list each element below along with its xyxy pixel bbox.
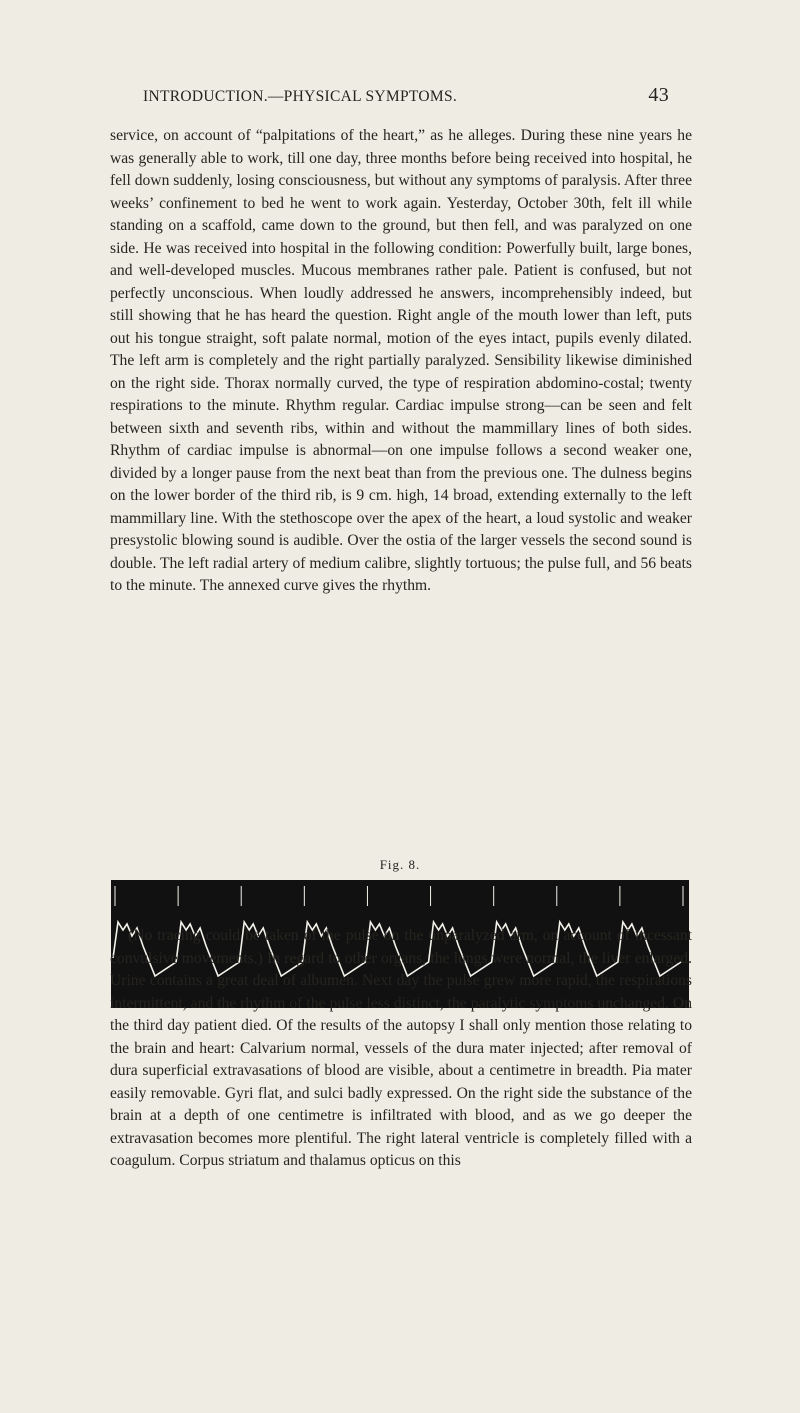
body-text-bottom [110, 925, 692, 1173]
running-head: INTRODUCTION.—PHYSICAL SYMPTOMS. [143, 88, 458, 105]
figure-label: Fig. 8. [379, 857, 421, 872]
page-number: 43 [648, 84, 669, 106]
body-paragraph: (No tracing could be taken of the pulse on the unparalyzed arm, on account of incessant convulsive movements.) In regard to other organs, the lungs were normal, the liver enlarged. Urine contains a great deal of albumen. Next day the pulse grew more rapid, the respirations intermittent, and the rhythm of the pulse less distinct, the paralytic symptoms unchanged. On the third day patient died. Of the results of the autopsy I shall only mention those relating to the brain and heart: Calvarium normal, vessels of the dura mater injected; after removal of dura superficial extravasations of blood are visible, about a centimetre in breadth. Pia mater easily removable. Gyri flat, and sulci badly expressed. On the right side the substance of the brain at a depth of one centimetre is infiltrated with blood, and as we go deeper the extravasation becomes more plentiful. The right lateral ventricle is completely filled with a coagulum. Corpus striatum and thalamus opticus on this [110, 927, 692, 1169]
body-text-top [110, 125, 692, 598]
body-paragraph: service, on account of “palpitations of the heart,” as he alleges. During these nine years he was generally able to work, till one day, three months before being received into hospital, he fell down suddenly, losing consciousness, but without any symptoms of paralysis. After three weeks’ confinement to bed he went to work again. Yesterday, October 30th, felt ill while standing on a scaffold, came down to the ground, but then fell, and was paralyzed on one side. He was received into hospital in the following condition: Powerfully built, large bones, and well-developed muscles. Mucous membranes rather pale. Patient is confused, but not perfectly unconscious. When loudly addressed he answers, incomprehensibly indeed, but still showing that he has heard the question. Right angle of the mouth lower than left, puts out his tongue straight, soft palate normal, motion of the eyes intact, pupils evenly dilated. The left arm is completely and the right partially paralyzed. Sensibility likewise diminished on the right side. Thorax normally curved, the type of respiration abdomino-costal; twenty respirations to the minute. Rhythm regular. Cardiac impulse strong—can be seen and felt between sixth and seventh ribs, within and without the mammillary lines of both sides. Rhythm of cardiac impulse is abnormal—on one impulse follows a second weaker one, divided by a longer pause from the next beat than from the previous one. The dulness begins on the lower border of the third rib, is 9 cm. high, 14 broad, extending externally to the left mammillary line. With the stethoscope over the apex of the heart, a loud systolic and weaker presystolic blowing sound is audible. Over the ostia of the larger vessels the second sound is double. The left radial artery of medium calibre, slightly tortuous; the pulse full, and 56 beats to the minute. The annexed curve gives the rhythm. [110, 127, 692, 594]
